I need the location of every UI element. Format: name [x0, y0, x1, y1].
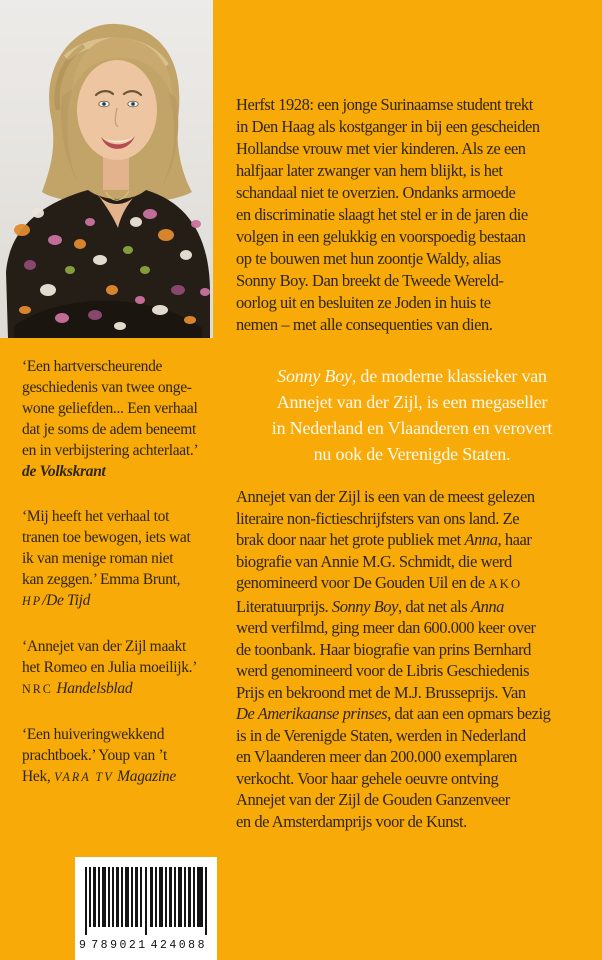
quote-hp-de-tijd: ‘Mij heeft het verhaal tot tranen toe bewogen, iets wat ik van menige roman niet kan zeggen.’ Emma Brunt, HP/De Tijd: [22, 508, 191, 609]
quote-nrc-handelsblad: ‘Annejet van der Zijl maakt het Romeo en Julia moeilijk.’ NRC Handelsblad: [22, 638, 198, 697]
author-bio-text: Annejet van der Zijl is een van de meest gelezen literaire non-fictieschrijfsters van ons land. Ze brak door naar het grote publiek met Anna, haar biografie van Annie M.G. Schmidt, die werd genomineerd voor De Gouden Uil en de AKO Literatuurprijs. Sonny Boy, dat net als Anna werd verfilmd, ging meer dan 600.000 keer over de toonbank. Haar biografie van prins Bernhard werd genomineerd voor de Libris Geschiedenis Prijs en bekroond met de M.J. Brusseprijs. Van De Amerikaanse prinses, dat aan een opmars bezig is in de Verenigde Staten, werden in Nederland en Vlaanderen meer dan 200.000 exemplaren verkocht. Voor haar gehele oeuvre ontving Annejet van der Zijl de Gouden Ganzenveer en de Amsterdamprijs voor de Kunst.: [236, 487, 551, 831]
quote-volkskrant: ‘Een hartverscheurende geschiedenis van twee onge- wone geliefden... Een verhaal dat je soms de adem beneemt en in verbijstering achterlaat.’ de Volkskrant: [22, 358, 199, 480]
synopsis-text: Herfst 1928: een jonge Surinaamse student trekt in Den Haag als kostganger in bij een gescheiden Hollandse vrouw met vier kinderen. Als ze een halfjaar later zwanger van hem blijkt, is het schandaal niet te overzien. Ondanks armoede en discriminatie slaagt het stel er in de jaren die volgen in een gelukkig en voorspoedig bestaan op te bouwen met hun zoontje Waldy, alias Sonny Boy. Dan breekt de Tweede Wereld- oorlog uit en besluiten ze Joden in huis te nemen – met alle consequenties van dien.: [236, 95, 540, 334]
main-text-column: [236, 94, 596, 832]
barcode-digit-group1: 789021: [91, 939, 148, 952]
barcode-digit-group2: 424088: [150, 939, 207, 952]
barcode: [75, 857, 217, 960]
author-photo-illustration: [0, 0, 213, 338]
barcode-digit-prefix: 9: [79, 939, 89, 952]
press-quotes-column: [22, 356, 236, 812]
author-photo: [0, 0, 213, 338]
highlight-text: Sonny Boy, de moderne klassieker van Annejet van der Zijl, is een megaseller in Nederland en Vlaanderen en verovert nu ook de Verenigde Staten.: [271, 366, 553, 464]
quote-vara-tv-magazine: ‘Een huiveringwekkend prachtboek.’ Youp van ’t Hek, VARA TV Magazine: [22, 726, 176, 785]
barcode-bars: [75, 863, 217, 943]
barcode-digits: [75, 939, 217, 952]
